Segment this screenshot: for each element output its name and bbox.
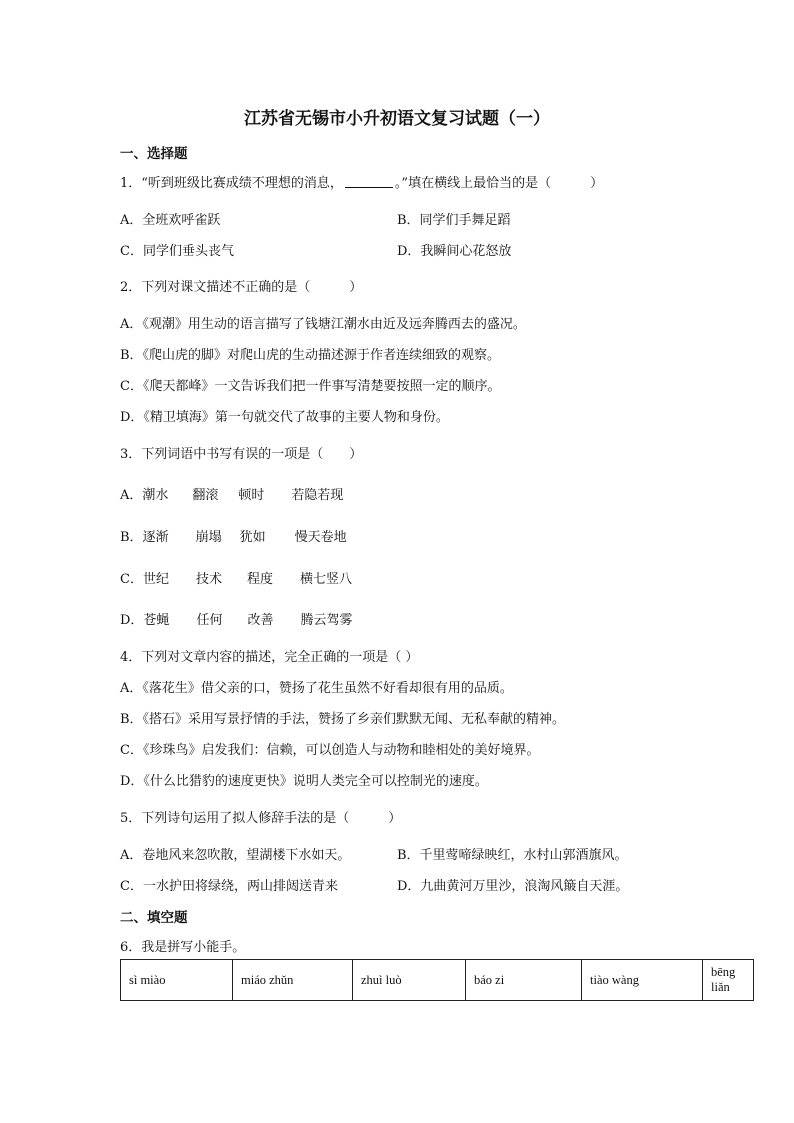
word: 顿时 [238,488,265,503]
word: C．世纪 [120,572,169,587]
question-4-stem: 4．下列对文章内容的描述，完全正确的一项是（ ） [120,650,419,665]
word: 犹如 [239,530,266,545]
question-5-option-a: A．卷地风来忽吹散，望湖楼下水如天。 [120,848,351,863]
question-4-option-d: D．《什么比猎豹的速度更快》说明人类完全可以控制光的速度。 [120,774,488,789]
pinyin-cell: sì miào [121,960,233,1001]
word: 慢天卷地 [294,530,347,545]
question-2-option-a: A．《观潮》用生动的语言描写了钱塘江潮水由近及远奔腾西去的盛况。 [120,317,526,332]
word: 翻滚 [192,488,219,503]
pinyin-cell: báo zi [466,960,582,1001]
question-5-option-c: C．一水护田将绿绕，两山排闼送青来 [120,879,338,894]
word: 改善 [247,613,274,628]
word: 崩塌 [195,530,222,545]
question-2-option-d: D．《精卫填海》第一句就交代了故事的主要人物和身份。 [120,410,449,425]
question-1-stem [120,172,603,191]
section-heading-fill-in: 二、填空题 [120,910,188,926]
question-1-option-d: D．我瞬间心花怒放 [397,244,512,259]
word: 横七竖八 [299,572,352,587]
question-4-option-c: C．《珍珠鸟》启发我们：信赖，可以创造人与动物和睦相处的美好境界。 [120,743,540,758]
answer-blank [345,175,393,188]
pinyin-cell: zhuì luò [353,960,466,1001]
section-heading-choice: 一、选择题 [120,146,188,162]
pinyin-cell: tiào wàng [582,960,703,1001]
question-1-stem-part1: 1．“听到班级比赛成绩不理想的消息， [120,176,343,191]
question-5-stem: 5．下列诗句运用了拟人修辞手法的是（ ） [120,811,402,826]
question-4-option-b: B．《搭石》采用写景抒情的手法，赞扬了乡亲们默默无闻、无私奉献的精神。 [120,712,566,727]
question-2-option-b: B．《爬山虎的脚》对爬山虎的生动描述源于作者连续细致的观察。 [120,348,501,363]
question-4-option-a: A．《落花生》借父亲的口，赞扬了花生虽然不好看却很有用的品质。 [120,681,513,696]
pinyin-table [120,959,754,1001]
question-3-option-d [120,609,352,628]
pinyin-cell: bēng liǎn [703,960,754,1001]
word: 腾云驾雾 [300,613,353,628]
question-1-option-a: A．全班欢呼雀跃 [120,213,221,228]
question-3-option-a [120,484,343,503]
page-title: 江苏省无锡市小升初语文复习试题（一） [244,109,550,129]
question-2-option-c: C．《爬天都峰》一文告诉我们把一件事写清楚要按照一定的顺序。 [120,379,501,394]
question-1-option-c: C．同学们垂头丧气 [120,244,234,259]
question-6-stem: 6．我是拼写小能手。 [120,940,246,955]
question-2-stem: 2．下列对课文描述不正确的是（ ） [120,280,363,295]
word: D．苍蝇 [120,613,170,628]
question-3-option-b [120,526,347,545]
question-1-stem-part2: 。”填在横线上最恰当的是（ ） [394,176,604,191]
word: 任何 [196,613,223,628]
word: B．逐渐 [120,530,169,545]
word: 程度 [246,572,273,587]
question-3-stem: 3．下列词语中书写有误的一项是（ ） [120,447,363,462]
table-row [121,960,754,1001]
question-1-option-b: B．同学们手舞足蹈 [397,213,511,228]
word: 技术 [195,572,222,587]
word: 若隐若现 [291,488,344,503]
word: A．潮水 [120,488,169,503]
question-3-option-c [120,568,352,587]
pinyin-cell: miáo zhǔn [233,960,353,1001]
question-5-option-b: B．千里莺啼绿映红，水村山郭酒旗风。 [397,848,628,863]
question-5-option-d: D．九曲黄河万里沙，浪淘风簸自天涯。 [397,879,629,894]
